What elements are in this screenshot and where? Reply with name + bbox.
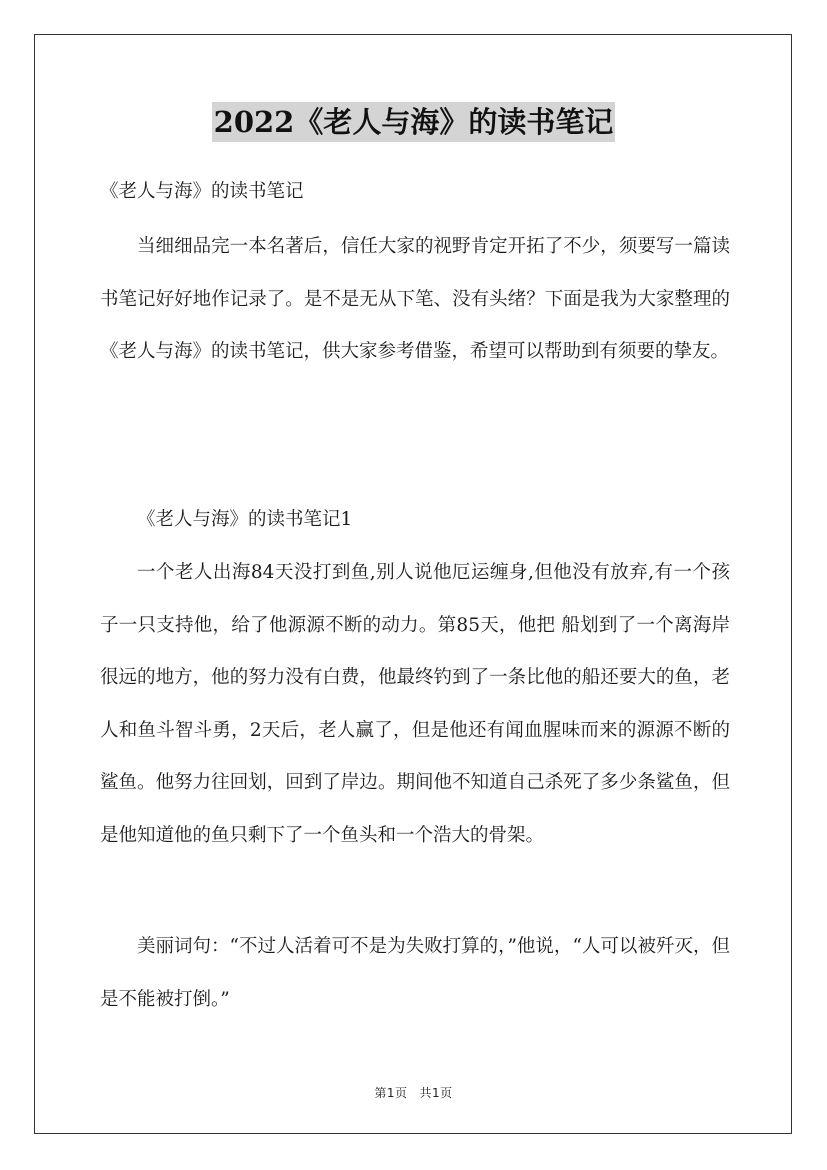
page-total: 共1页 xyxy=(419,1086,453,1100)
story-paragraph: 一个老人出海84天没打到鱼,别人说他厄运缠身,但他没有放弃,有一个孩子一只支持他，给了他源源不断的动力。第85天，他把 船划到了一个离海岸很远的地方，他的努力没有白费，他最终钓到了一条比他的船还要大的鱼，老人和鱼斗智斗勇，2天后，老人赢了，但是他还有闻血腥味而来的源源不断的鲨鱼。他努力往回划，回到了岸边。期间他不知道自己杀死了多少条鲨鱼，但是他知道他的鱼只剩下了一个鱼头和一个浩大的骨架。 xyxy=(100,562,730,846)
document-title: 2022《老人与海》的读书笔记 xyxy=(212,102,616,142)
quote-paragraph: 美丽词句：“不过人活着可不是为失败打算的，”他说，“人可以被歼灭，但是不能被打倒。” xyxy=(100,936,730,1010)
page-number: 第1页 xyxy=(374,1086,408,1100)
intro-paragraph: 当细细品完一本名著后，信任大家的视野肯定开拓了不少，须要写一篇读书笔记好好地作记录了。是不是无从下笔、没有头绪？下面是我为大家整理的《老人与海》的读书笔记，供大家参考借鉴，希望可以帮助到有须要的挚友。 xyxy=(100,236,730,362)
document-subtitle: 《老人与海》的读书笔记 xyxy=(100,181,304,202)
title-area xyxy=(0,102,827,142)
section-heading: 《老人与海》的读书笔记1 xyxy=(137,509,353,530)
page-footer xyxy=(0,1084,827,1101)
